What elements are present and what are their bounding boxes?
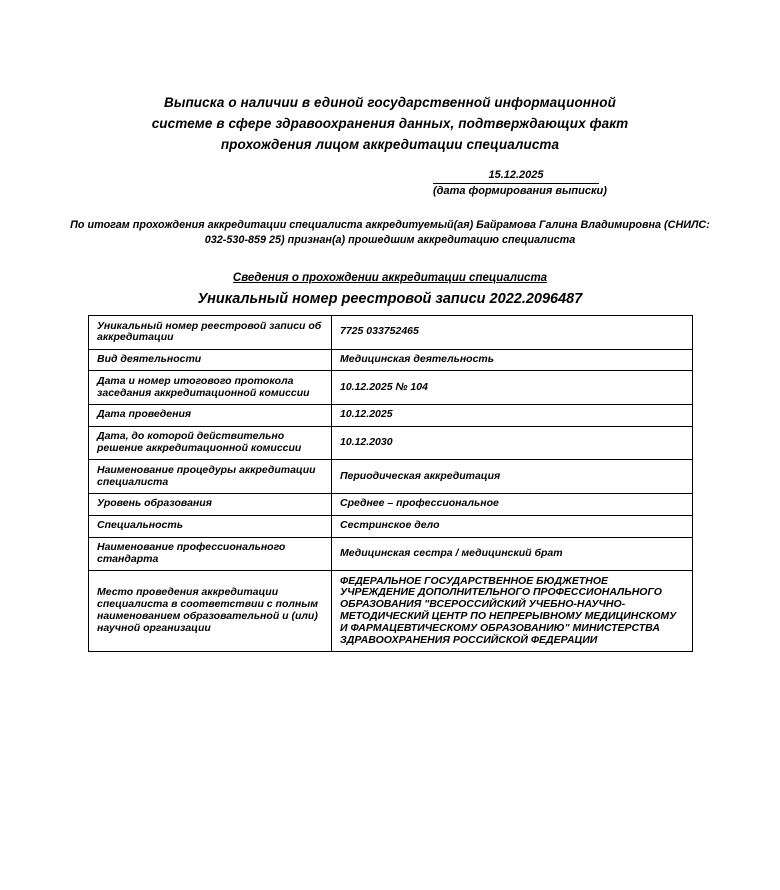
table-row — [89, 349, 693, 371]
row-value: 10.12.2025 № 104 — [332, 371, 693, 405]
table-row — [89, 460, 693, 494]
table-row — [89, 426, 693, 460]
row-value: 10.12.2030 — [332, 426, 693, 460]
row-label: Наименование процедуры аккредитации специалиста — [89, 460, 332, 494]
table-row — [89, 371, 693, 405]
row-label: Вид деятельности — [89, 349, 332, 371]
row-value: Медицинская деятельность — [332, 349, 693, 371]
registry-number-heading: Уникальный номер реестровой записи 2022.2096487 — [197, 291, 583, 307]
row-label: Наименование профессионального стандарта — [89, 537, 332, 571]
intro-paragraph-line: По итогам прохождения аккредитации специалиста аккредитуемый(ая) Байрамова Галина Владимировна (СНИЛС: — [70, 219, 710, 231]
row-value: ФЕДЕРАЛЬНОЕ ГОСУДАРСТВЕННОЕ БЮДЖЕТНОЕ УЧРЕЖДЕНИЕ ДОПОЛНИТЕЛЬНОГО ПРОФЕССИОНАЛЬНОГО ОБРАЗОВАНИЯ "ВСЕРОССИЙСКИЙ УЧЕБНО-НАУЧНО-МЕТОДИЧЕСКИЙ ЦЕНТР ПО НЕПРЕРЫВНОМУ МЕДИЦИНСКОМУ И ФАРМАЦЕВТИЧЕСКОМУ ОБРАЗОВАНИЮ" МИНИСТЕРСТВА ЗДРАВООХРАНЕНИЯ РОССИЙСКОЙ ФЕДЕРАЦИИ — [332, 571, 693, 652]
row-label: Уровень образования — [89, 493, 332, 515]
section-heading: Сведения о прохождении аккредитации специалиста — [232, 272, 548, 284]
extract-date-block — [433, 169, 607, 198]
intro-paragraph-line: 032-530-859 25) признан(а) прошедшим аккредитацию специалиста — [204, 233, 576, 246]
table-row — [89, 493, 693, 515]
row-value: 7725 033752465 — [332, 316, 693, 350]
document-title-line: Выписка о наличии в единой государственной информационной — [163, 95, 616, 110]
row-label: Дата и номер итогового протокола заседания аккредитационной комиссии — [89, 371, 332, 405]
table-row — [89, 515, 693, 537]
row-value: Периодическая аккредитация — [332, 460, 693, 494]
table-row — [89, 537, 693, 571]
row-label: Дата проведения — [89, 404, 332, 426]
row-label: Уникальный номер реестровой записи об аккредитации — [89, 316, 332, 350]
row-value: 10.12.2025 — [332, 404, 693, 426]
row-value: Среднее – профессиональное — [332, 493, 693, 515]
extract-date-caption: (дата формирования выписки) — [433, 185, 607, 197]
document-title — [0, 92, 780, 155]
row-label: Специальность — [89, 515, 332, 537]
intro-paragraph — [0, 218, 780, 247]
row-value: Медицинская сестра / медицинский брат — [332, 537, 693, 571]
table-row — [89, 571, 693, 652]
table-row — [89, 316, 693, 350]
table-row — [89, 404, 693, 426]
row-label: Место проведения аккредитации специалиста в соответствии с полным наименованием образовательной и (или) научной организации — [89, 571, 332, 652]
extract-date: 15.12.2025 — [433, 169, 599, 184]
accreditation-table — [88, 315, 693, 652]
row-value: Сестринское дело — [332, 515, 693, 537]
row-label: Дата, до которой действительно решение аккредитационной комиссии — [89, 426, 332, 460]
document-title-line: системе в сфере здравоохранения данных, подтверждающих факт — [151, 116, 629, 131]
document-title-line: прохождения лицом аккредитации специалиста — [220, 137, 560, 152]
